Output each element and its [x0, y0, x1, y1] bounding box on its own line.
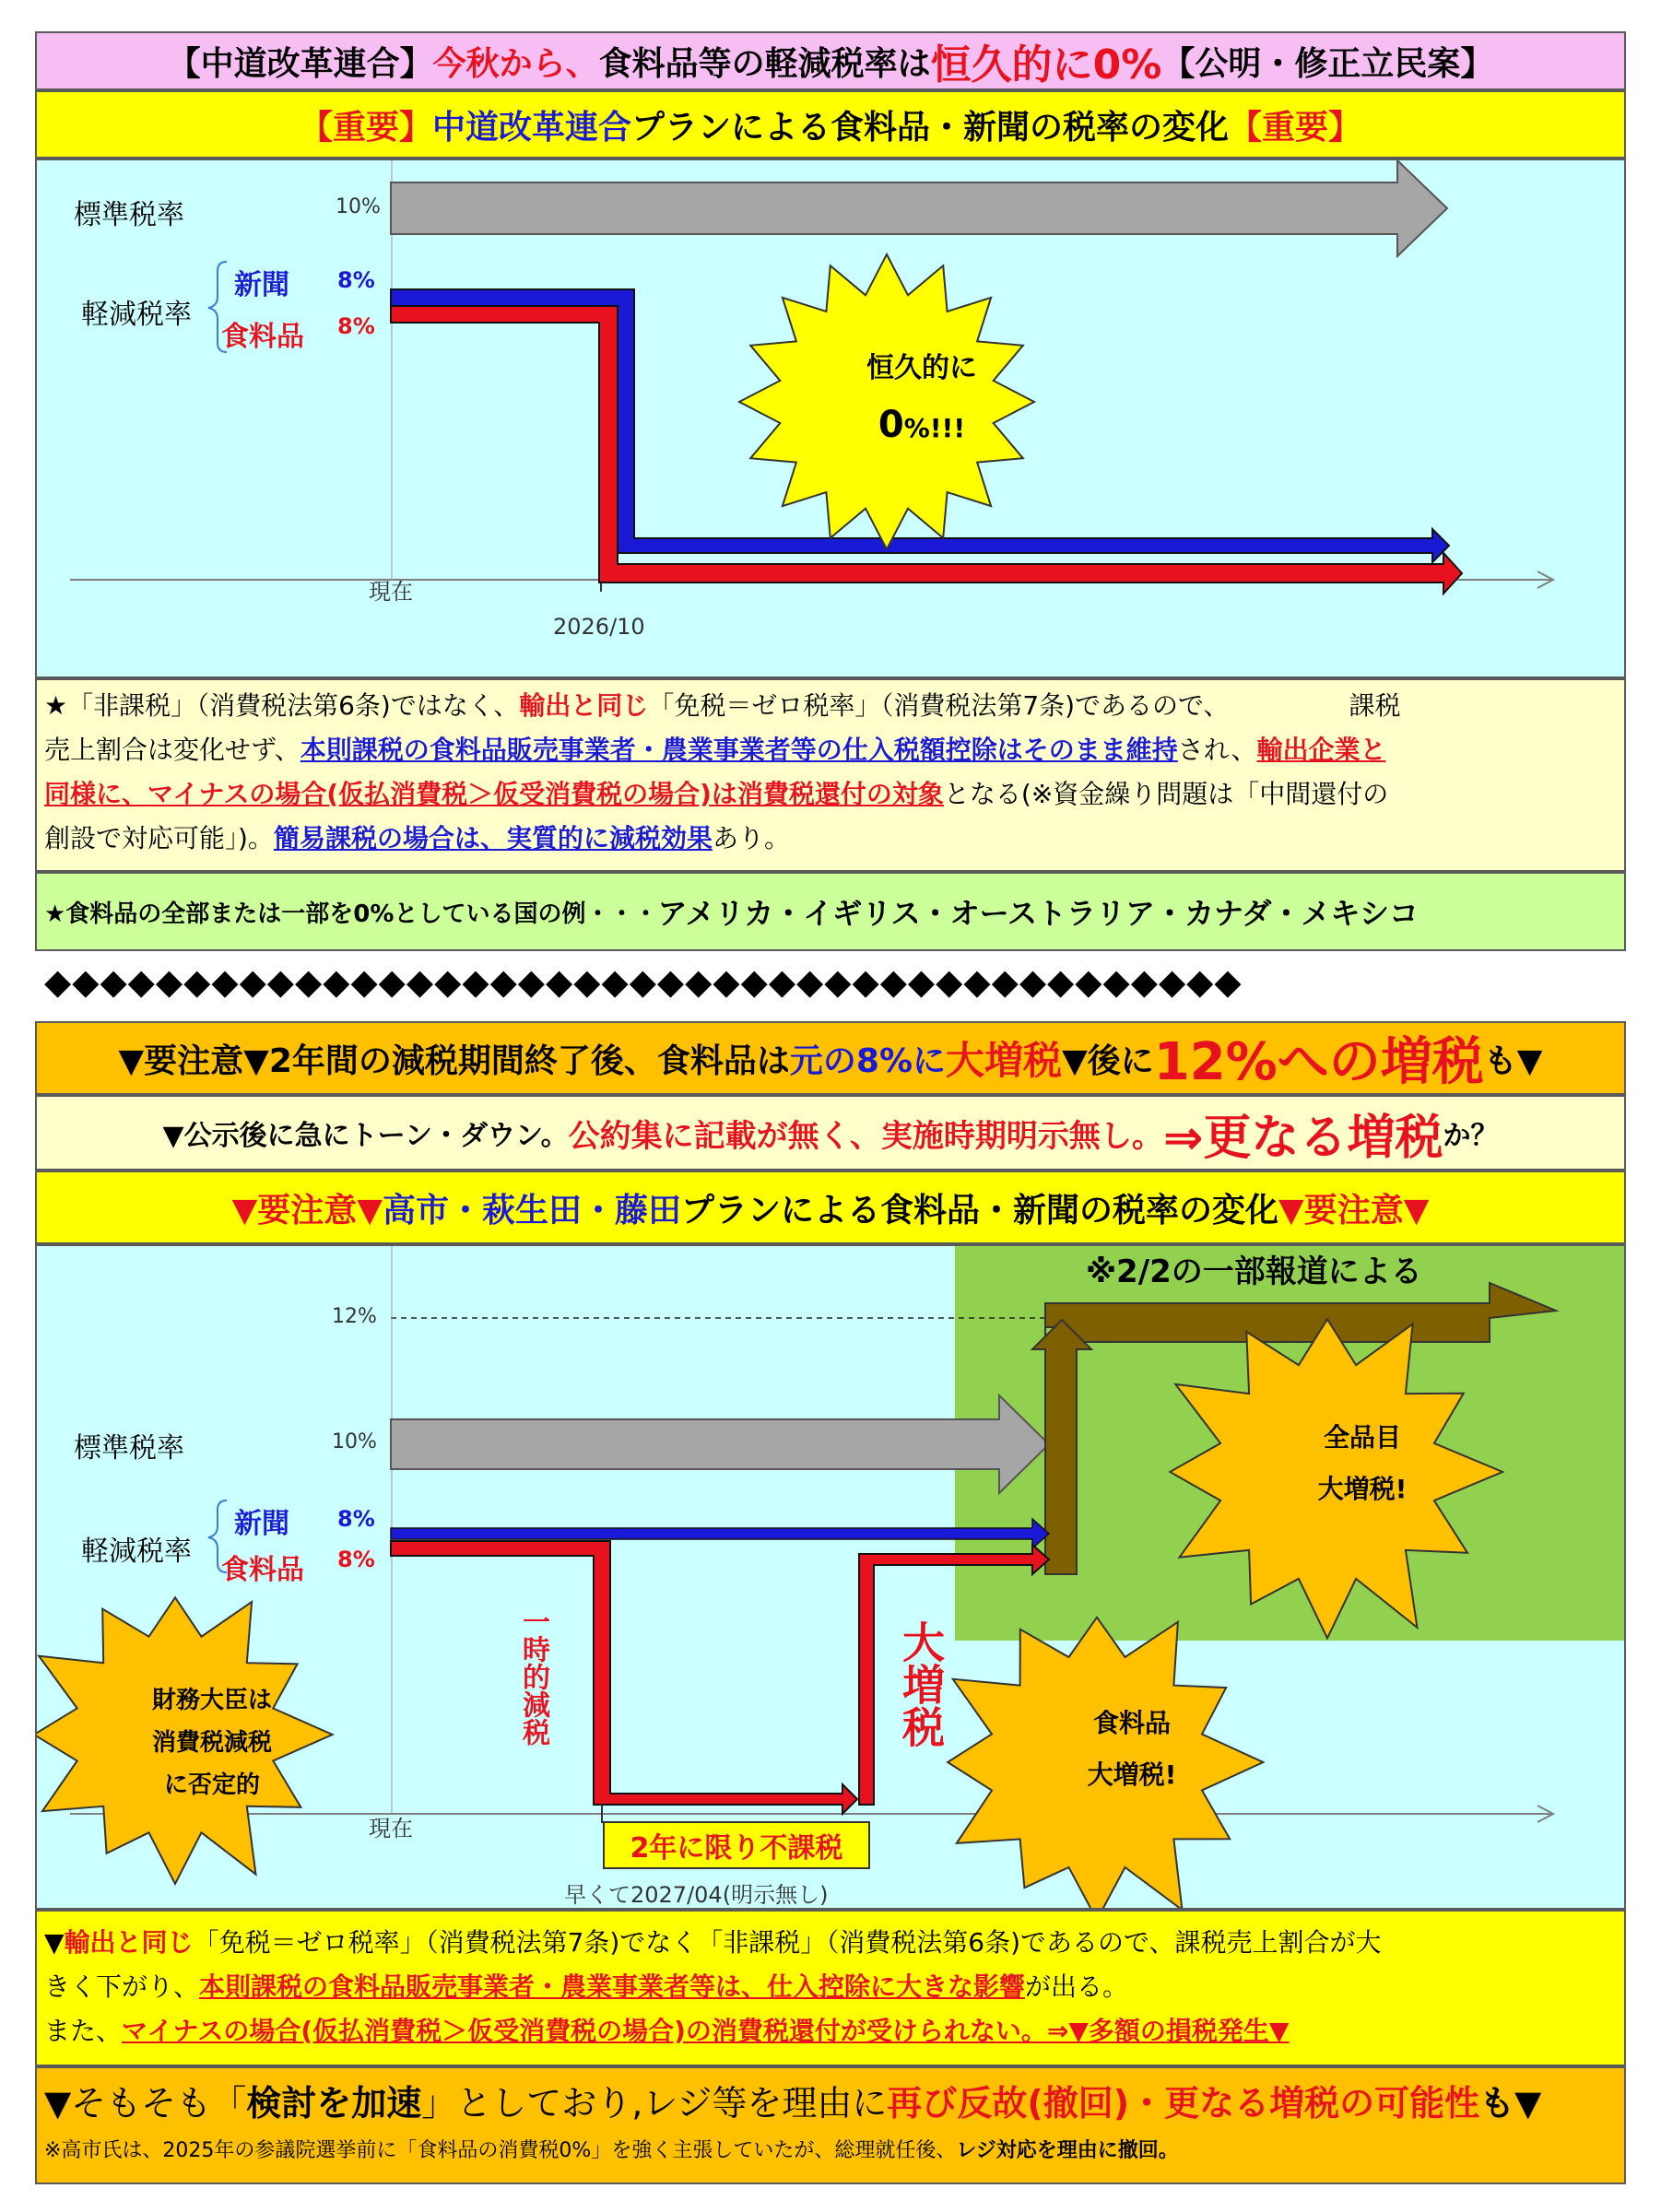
top-now-label: 現在	[369, 579, 413, 605]
diamond-divider: ◆◆◆◆◆◆◆◆◆◆◆◆◆◆◆◆◆◆◆◆◆◆◆◆◆◆◆◆◆◆◆◆◆◆◆◆◆◆◆◆◆◆◆	[44, 961, 1243, 1002]
top-notes-text: あり。	[712, 823, 790, 853]
header-part1: 【中道改革連合】	[167, 44, 433, 83]
top-notes-text: となる(※資金繰り問題は「中間還付の	[943, 779, 1389, 809]
warn1-big-increase: 大増税	[946, 1038, 1063, 1083]
burst-minister-line: 財務大臣は	[151, 1687, 272, 1714]
top-rate-10: 10%	[336, 195, 381, 218]
bottom-now-label: 現在	[369, 1816, 413, 1841]
warn2-text: ▼公示後に急にトーン・ダウン。	[162, 1120, 569, 1152]
header-part3: 食料品等の軽減税率は	[598, 44, 931, 83]
top-title	[35, 90, 1626, 159]
bottom-notes-text: きく下がり、	[44, 1971, 200, 2002]
burst-food-line: 大増税!	[1087, 1759, 1177, 1790]
top-chart	[35, 159, 1626, 678]
bottom-notes-text: ▼	[44, 1927, 65, 1958]
countries-list: アメリカ・イギリス・オーストラリア・カナダ・メキシコ	[657, 896, 1420, 931]
warn1-text: ▼後に	[1062, 1041, 1154, 1080]
bottom-title-post: ▼要注意▼	[1278, 1191, 1430, 1230]
final-banner	[35, 2066, 1626, 2184]
bottom-title-name: 高市・萩生田・藤田	[382, 1191, 681, 1230]
top-notes-text: され、	[1177, 735, 1257, 765]
top-notes-text: 「免税＝ゼロ税率」（消費税法第7条)であるので、	[648, 690, 1230, 721]
two-years-box: 2年に限り不課税	[603, 1821, 870, 1869]
warning-banner-2	[35, 1095, 1626, 1171]
top-title-pre: 【重要】	[299, 108, 432, 147]
final-text: 」としており,レジ等を理由に	[421, 2083, 888, 2124]
top-burst-num: 0	[878, 404, 904, 446]
top-title-name: 中道改革連合	[431, 108, 631, 147]
bottom-notes-highlight: マイナスの場合(仮払消費税＞仮受消費税の場合)の消費税還付が受けられない。⇒▼多額の損税発生▼	[122, 2016, 1290, 2046]
top-newspaper-label: 新聞	[234, 269, 289, 301]
bottom-title	[35, 1171, 1626, 1244]
top-notes-export: 輸出と同じ	[519, 690, 649, 721]
final-revoke: 再び反故(撤回)・更なる増税の可能性	[887, 2083, 1480, 2124]
top-notes-highlight: 輸出企業と	[1256, 735, 1386, 765]
bottom-rate-10: 10%	[332, 1430, 377, 1453]
top-burst-rest: %!!!	[903, 413, 966, 443]
bottom-chart	[35, 1244, 1626, 1910]
top-notes-line4	[44, 817, 1617, 861]
top-notes-highlight: 本則課税の食料品販売事業者・農業事業者等の仕入税額控除はそのまま維持	[300, 735, 1178, 765]
burst-food-text	[1058, 1698, 1206, 1801]
bottom-notes-line3	[44, 2009, 1617, 2053]
top-notes-text: 売上割合は変化せず、	[44, 735, 300, 765]
bottom-notes-line2	[44, 1965, 1617, 2009]
countries-row	[35, 872, 1626, 951]
top-title-post: 【重要】	[1229, 108, 1362, 147]
warn2-no-pledge: 公約集に記載が無く、実施時期明示無し。	[568, 1117, 1163, 1155]
final-line	[44, 2074, 1617, 2133]
warn1-original-rate: 元の8%に	[789, 1041, 947, 1080]
top-notes-text: ★「非課税」（消費税法第6条)ではなく、	[44, 690, 520, 721]
burst-minister-line: に否定的	[163, 1771, 260, 1799]
top-date-label: 2026/10	[553, 614, 645, 640]
top-notes-line3	[44, 772, 1617, 817]
final-accelerate: 検討を加速	[246, 2083, 422, 2124]
warn1-text: も▼	[1483, 1041, 1543, 1080]
top-rate-8-food: 8%	[337, 313, 375, 339]
header-banner	[35, 31, 1626, 90]
warn2-further-increase: ⇒更なる増税	[1162, 1110, 1443, 1166]
bottom-notes-line1	[44, 1921, 1617, 1965]
bottom-date-label: 早くて2027/04(明示無し)	[564, 1882, 829, 1908]
top-reduced-label: 軽減税率	[81, 299, 192, 331]
big-increase-label: 大増税	[896, 1620, 946, 1747]
bottom-reduced-label: 軽減税率	[81, 1535, 192, 1568]
bottom-rate-8-newspaper: 8%	[337, 1506, 375, 1532]
burst-all-line: 大増税!	[1317, 1474, 1408, 1504]
top-standard-label: 標準税率	[74, 199, 184, 231]
header-part5: 【公明・修正立民案】	[1161, 44, 1494, 83]
warn1-text: ▼要注意▼2年間の減税期間終了後、食料品は	[118, 1041, 790, 1080]
top-notes-line1	[44, 684, 1617, 728]
warn2-text: か？	[1443, 1120, 1499, 1152]
final-note-text: ※高市氏は、2025年の参議院選挙前に「食料品の消費税0%」を強く主張していたが、総理就任後、	[44, 2139, 957, 2162]
top-notes-text: 課税	[1349, 690, 1401, 721]
bottom-food-line-cut	[391, 1541, 857, 1814]
final-note	[44, 2133, 1617, 2170]
top-notes-highlight: 同様に、マイナスの場合(仮払消費税＞仮受消費税の場合)は消費税還付の対象	[44, 779, 944, 809]
top-food-label: 食料品	[221, 321, 304, 353]
report-label: ※2/2の一部報道による	[1086, 1253, 1422, 1290]
burst-all-text	[1289, 1412, 1436, 1515]
burst-minister-line: 消費税減税	[151, 1729, 272, 1757]
final-text: ▼そもそも「	[44, 2083, 247, 2124]
bottom-notes-highlight: 本則課税の食料品販売事業者・農業事業者等は、仕入控除に大きな影響	[199, 1971, 1026, 2002]
final-text: も▼	[1479, 2083, 1542, 2124]
header-part4: 恒久的に0%	[930, 41, 1162, 88]
bottom-notes-export: 輸出と同じ	[64, 1927, 194, 1958]
top-notes-highlight: 簡易課税の場合は、実質的に減税効果	[273, 823, 713, 853]
bottom-notes-text: また、	[44, 2016, 123, 2046]
bottom-notes-text: 「免税＝ゼロ税率」（消費税法第7条)でなく「非課税」（消費税法第6条)であるので、課税売上割合が大	[193, 1927, 1382, 1958]
bottom-rate-12: 12%	[332, 1305, 377, 1328]
bottom-standard-label: 標準税率	[74, 1432, 184, 1465]
bottom-rate-8-food: 8%	[337, 1547, 375, 1572]
warn1-twelve: 12%への増税	[1153, 1032, 1484, 1092]
burst-minister-text	[129, 1679, 295, 1806]
burst-all-line: 全品目	[1323, 1422, 1401, 1453]
bottom-newspaper-label: 新聞	[234, 1508, 289, 1540]
bottom-notes-text: が出る。	[1025, 1971, 1129, 2002]
top-title-mid: プランによる食料品・新聞の税率の変化	[631, 108, 1230, 147]
top-burst-line1: 恒久的に	[866, 352, 977, 384]
top-notes-line2	[44, 728, 1617, 772]
header-part2: 今秋から、	[432, 44, 599, 83]
bottom-food-label: 食料品	[221, 1554, 304, 1586]
countries-prefix: ★食料品の全部または一部を0%としている国の例・・・	[44, 900, 658, 928]
final-note-bold: レジ対応を理由に撤回。	[956, 2139, 1179, 2162]
top-standard-arrow	[391, 160, 1447, 256]
top-burst-text	[820, 345, 1023, 446]
top-notes-text: 創設で対応可能」)。	[44, 823, 274, 853]
bottom-notes	[35, 1910, 1626, 2066]
temp-cut-label: 一時的減税	[517, 1607, 549, 1746]
bottom-title-mid: プランによる食料品・新聞の税率の変化	[681, 1191, 1279, 1230]
top-notes	[35, 678, 1626, 872]
top-rate-8-newspaper: 8%	[337, 267, 375, 293]
bottom-title-pre: ▼要注意▼	[231, 1191, 383, 1230]
bottom-standard-arrow	[391, 1395, 1049, 1493]
burst-food-line: 食料品	[1092, 1708, 1171, 1738]
warning-banner-1	[35, 1021, 1626, 1095]
